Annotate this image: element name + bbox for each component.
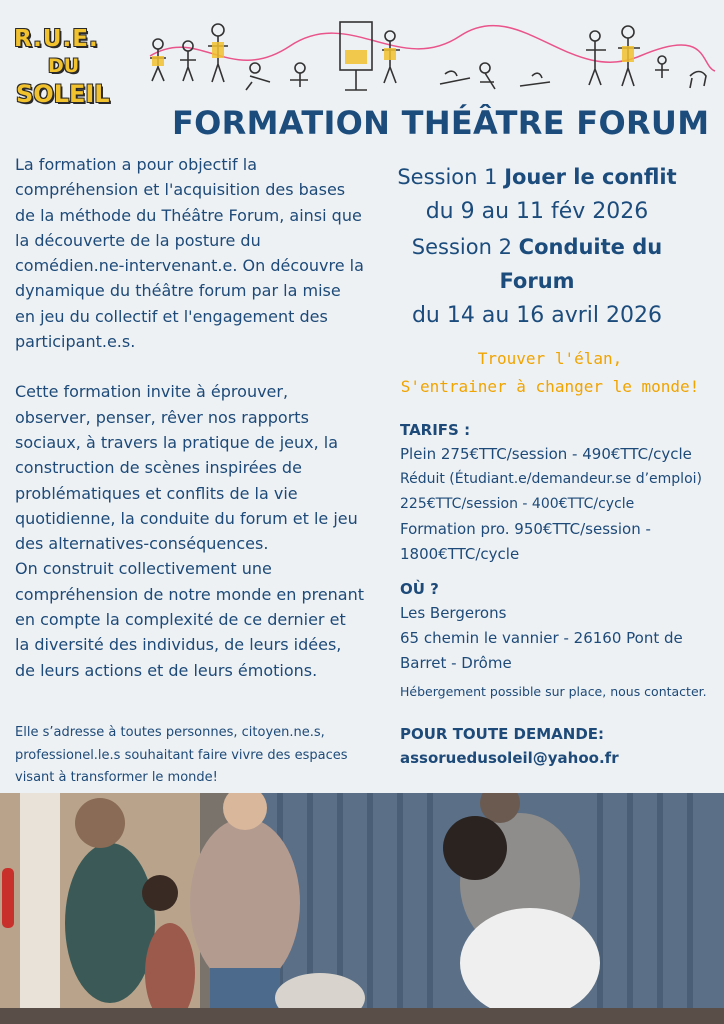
intro-paragraph-3: On construit collectivement une compréhension de notre monde en prenant en compte la complexité de ce dernier et la diversité des individus, de leurs idées, de leurs actions et de leurs émotions.: [15, 559, 365, 680]
intro-text: [15, 152, 365, 683]
workshop-photo: [0, 793, 724, 1024]
session-1-title: Jouer le conflit: [504, 165, 677, 189]
session-2-title-b-line: [372, 264, 702, 298]
tarif-plein: Plein 275€TTC/session - 490€TTC/cycle: [400, 445, 692, 463]
tarif-pro-b: 1800€TTC/cycle: [400, 545, 520, 563]
slogan-line-2: S'entrainer à changer le monde!: [400, 377, 700, 396]
session-2-title-b: Forum: [499, 269, 575, 293]
audience-text: Elle s’adresse à toutes personnes, citoyen.ne.s, professionel.le.s souhaitant faire vivre des espaces visant à transformer le monde!: [15, 725, 348, 785]
session-1-dates: du 9 au 11 fév 2026: [425, 199, 649, 224]
session-2-heading: [372, 230, 702, 264]
tarif-pro-a: Formation pro. 950€TTC/session -: [400, 520, 651, 538]
lieu-note: Hébergement possible sur place, nous contacter.: [400, 684, 707, 699]
logo: [14, 28, 129, 106]
lieu-address-b: Barret - Drôme: [400, 654, 512, 672]
slogan-line-1: Trouver l'élan,: [477, 349, 623, 368]
lieu-heading: OÙ ?: [400, 580, 439, 598]
logo-line-1: R.U.E.: [14, 26, 99, 52]
info-block: [400, 418, 720, 770]
session-1-heading: [372, 160, 702, 194]
session-2-dates: du 14 au 16 avril 2026: [411, 303, 663, 328]
logo-line-3: SOLEIL: [16, 80, 110, 108]
lieu-name: Les Bergerons: [400, 604, 507, 622]
tarif-reduit-label: Réduit (Étudiant.e/demandeur.se d’emploi): [400, 471, 702, 487]
sessions-block: [372, 160, 702, 334]
intro-paragraph-2: Cette formation invite à éprouver, observer, penser, rêver nos rapports sociaux, à travers la pratique de jeux, la construction de scènes inspirées de problématiques et conflits de la vie quotidienne, la conduite du forum et le jeu des alternatives-conséquences.: [15, 382, 358, 554]
contact-heading: POUR TOUTE DEMANDE:: [400, 725, 605, 743]
lieu-address-a: 65 chemin le vannier - 26160 Pont de: [400, 629, 683, 647]
tarif-reduit: 225€TTC/session - 400€TTC/cycle: [400, 496, 635, 512]
session-2-title-a: Conduite du: [518, 235, 663, 259]
slogan: [380, 345, 720, 401]
intro-paragraph-1: La formation a pour objectif la compréhension et l'acquisition des bases de la méthode du Théâtre Forum, ainsi que la découverte de la posture du comédien.ne-intervenant.e. On découvre la dynamique du théâtre forum par la mise en jeu du collectif et l'engagement des participant.e.s.: [15, 155, 364, 352]
logo-line-2: DU: [48, 55, 80, 77]
tarifs-heading: TARIFS :: [400, 421, 471, 439]
page-title: FORMATION THÉÂTRE FORUM: [172, 104, 710, 142]
contact-email: assoruedusoleil@yahoo.fr: [400, 749, 619, 767]
header-illustration: [140, 16, 720, 96]
session-1-label: Session 1: [397, 165, 498, 189]
session-2-label: Session 2: [411, 235, 512, 259]
